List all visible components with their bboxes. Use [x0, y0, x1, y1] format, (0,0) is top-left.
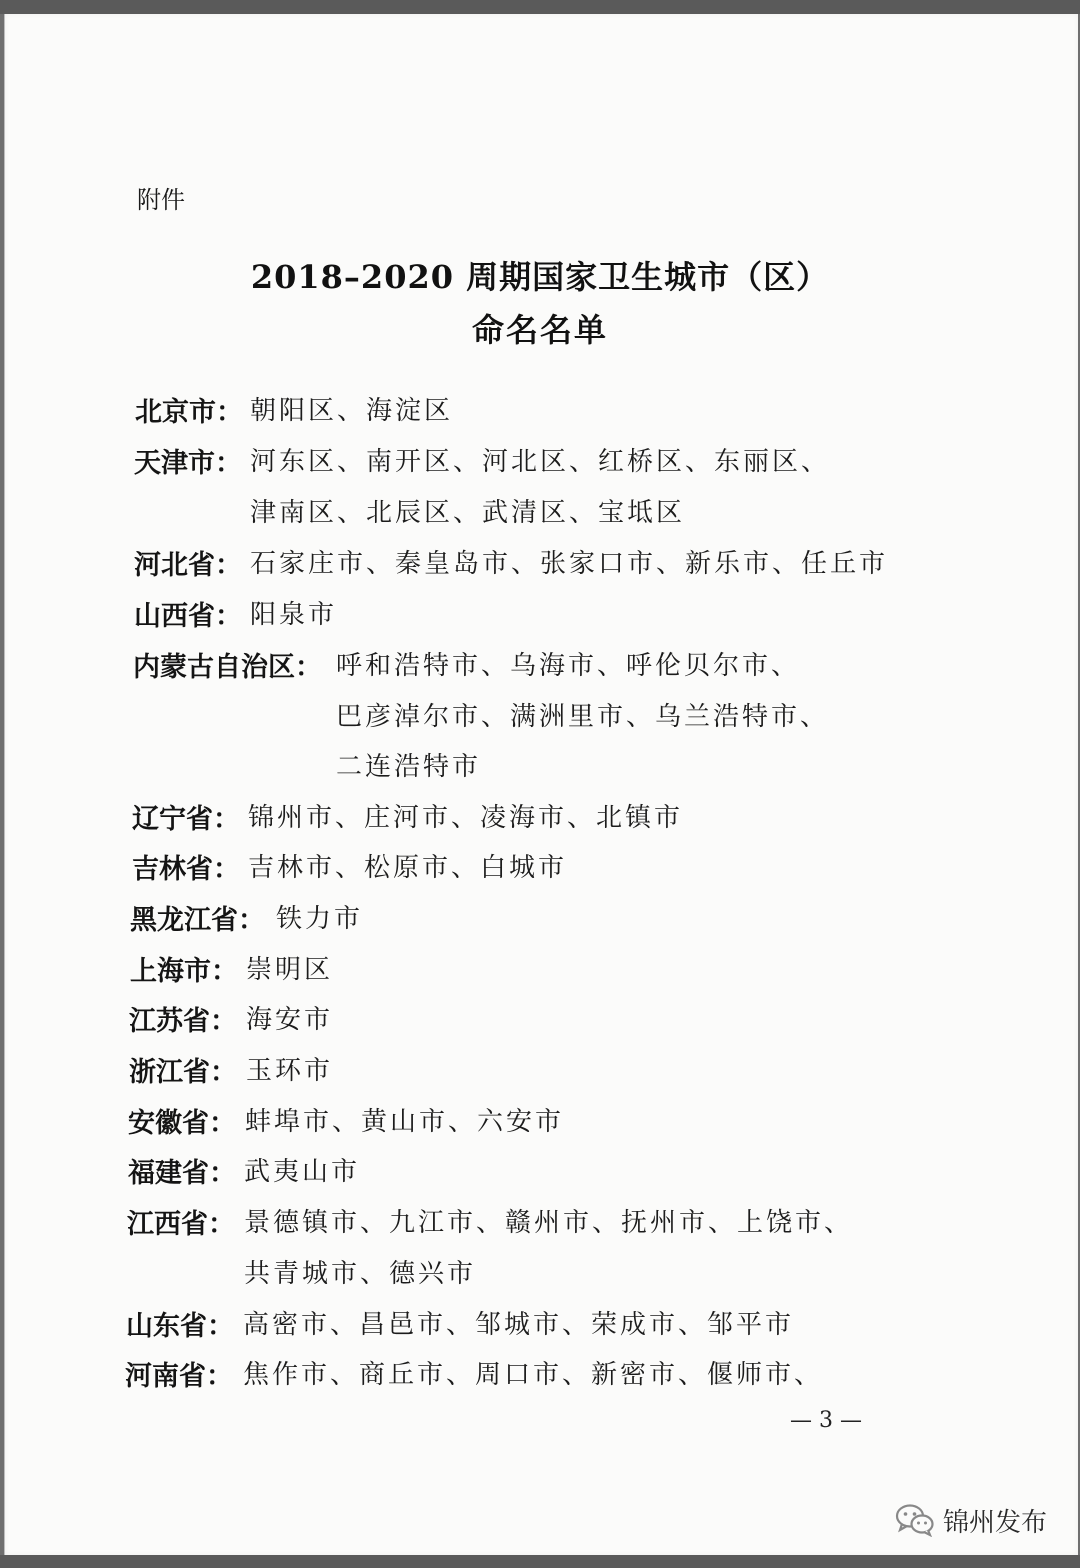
- entry-line: 蚌埠市、黄山市、六安市: [245, 1107, 565, 1137]
- entry-line: 阳泉市: [250, 600, 338, 630]
- entry-label: 上海市：: [130, 956, 238, 987]
- top-border: [0, 0, 1080, 14]
- entry-label: 内蒙古自治区：: [133, 652, 322, 683]
- entry-line: 吉林市、松原市、白城市: [248, 853, 568, 883]
- entry-line: 海安市: [246, 1005, 334, 1035]
- watermark: [895, 1500, 1047, 1540]
- entry-line: 巴彦淖尔市、满洲里市、乌兰浩特市、: [336, 702, 830, 732]
- entry-line: 锦州市、庄河市、凌海市、北镇市: [248, 803, 684, 833]
- entry-line: 铁力市: [276, 904, 364, 934]
- entry-line: 二连浩特市: [336, 752, 482, 782]
- document-title: 2018–2020 周期国家卫生城市（区）: [250, 258, 830, 296]
- entry-label: 福建省：: [128, 1158, 236, 1189]
- entry-line: 石家庄市、秦皇岛市、张家口市、新乐市、任丘市: [250, 549, 889, 579]
- entry-label: 江苏省：: [129, 1006, 237, 1037]
- watermark-text: 锦州发布: [943, 1507, 1048, 1538]
- entry-label: 浙江省：: [129, 1057, 237, 1088]
- entry-line: 武夷山市: [244, 1157, 361, 1187]
- entry-label: 北京市：: [135, 397, 243, 428]
- entry-label: 吉林省：: [132, 854, 240, 885]
- wechat-icon: [895, 1503, 935, 1537]
- entry-label: 江西省：: [127, 1209, 235, 1240]
- bottom-border: [0, 1555, 1080, 1568]
- entry-line: 朝阳区、海淀区: [250, 396, 454, 426]
- entry-line: 高密市、昌邑市、邹城市、荣成市、邹平市: [243, 1310, 795, 1340]
- entry-line: 玉环市: [246, 1056, 334, 1086]
- entry-line: 呼和浩特市、乌海市、呼伦贝尔市、: [336, 651, 801, 681]
- entry-line: 津南区、北辰区、武清区、宝坻区: [250, 498, 686, 528]
- entry-line: 崇明区: [246, 955, 334, 985]
- entry-label: 河南省：: [125, 1361, 233, 1392]
- attachment-label: 附件: [137, 186, 185, 214]
- entry-line: 河东区、南开区、河北区、红桥区、东丽区、: [250, 447, 831, 477]
- entry-label: 山东省：: [126, 1311, 234, 1342]
- entry-label: 辽宁省：: [132, 804, 240, 835]
- document-subtitle: 命名名单: [471, 311, 608, 349]
- entry-label: 山西省：: [134, 601, 242, 632]
- entry-label: 黑龙江省：: [130, 905, 265, 936]
- entry-label: 安徽省：: [128, 1108, 236, 1139]
- entry-line: 景德镇市、九江市、赣州市、抚州市、上饶市、: [244, 1208, 854, 1238]
- page-number: — 3 —: [790, 1408, 862, 1433]
- entry-line: 共青城市、德兴市: [244, 1259, 477, 1289]
- entry-label: 河北省：: [134, 550, 242, 581]
- entry-line: 焦作市、商丘市、周口市、新密市、偃师市、: [243, 1360, 824, 1390]
- entry-label: 天津市：: [134, 448, 242, 479]
